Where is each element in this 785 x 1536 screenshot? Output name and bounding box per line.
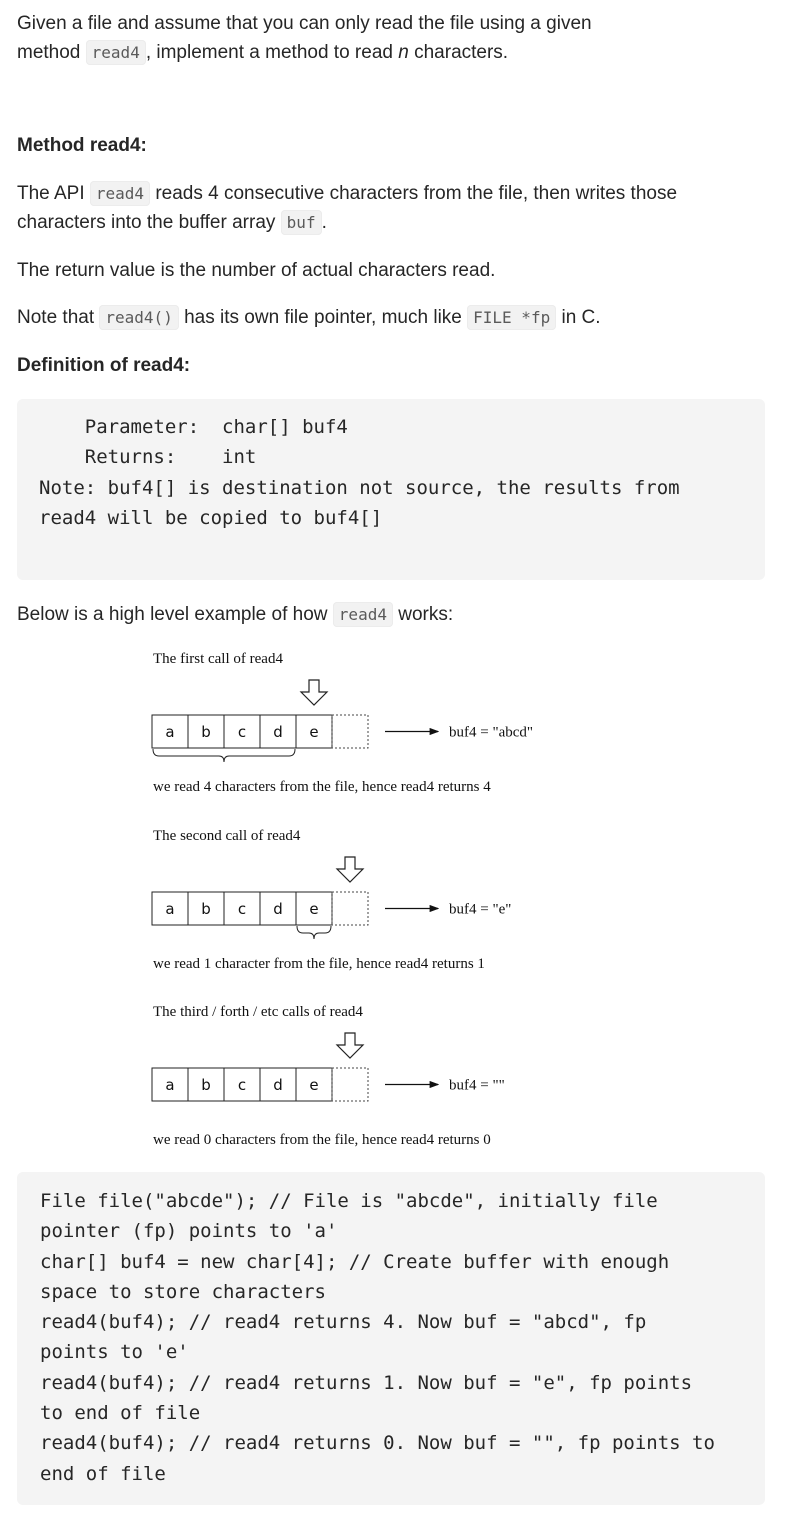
code-line: points to 'e' <box>40 1341 189 1364</box>
file-char-label: a <box>165 1076 175 1094</box>
code-line: read4(buf4); // read4 returns 4. Now buf = "abcd", fp <box>40 1311 647 1334</box>
example-intro-paragraph <box>17 600 767 629</box>
end-of-file-cell <box>332 1068 368 1101</box>
file-char-label: a <box>165 723 175 741</box>
inline-code-read4: read4 <box>90 181 150 206</box>
file-char-label: d <box>273 723 283 741</box>
code-line: end of file <box>40 1462 166 1485</box>
inline-code-buf: buf <box>281 210 322 235</box>
intro-line-2-end: characters. <box>408 42 509 63</box>
example-code-block <box>17 1172 765 1505</box>
inline-code-read4: read4 <box>333 602 393 627</box>
api-line-2-pre: characters into the buffer array <box>17 212 281 233</box>
code-line: read4 will be copied to buf4[] <box>39 506 383 529</box>
api-pre: The API <box>17 183 90 204</box>
note-end: in C. <box>556 307 601 328</box>
example-intro-pre: Below is a high level example of how <box>17 604 333 625</box>
note-mid: has its own file pointer, much like <box>178 307 468 328</box>
api-end: . <box>321 212 327 233</box>
code-line: to end of file <box>40 1402 201 1425</box>
read-chars-brace <box>297 926 331 939</box>
intro-line-1: Given a file and assume that you can only read the file using a given <box>17 13 592 34</box>
code-line: read4(buf4); // read4 returns 0. Now buf = "", fp points to <box>40 1432 715 1455</box>
file-char-label: c <box>237 1076 247 1094</box>
definition-code-block <box>17 399 765 580</box>
api-paragraph <box>17 179 767 237</box>
code-line: space to store characters <box>40 1280 326 1303</box>
code-line: Returns: int <box>39 446 257 469</box>
file-char-label: e <box>309 723 319 741</box>
file-char-label: c <box>237 723 247 741</box>
code-line: read4(buf4); // read4 returns 1. Now buf = "e", fp points <box>40 1371 693 1394</box>
intro-n-variable: n <box>398 42 409 63</box>
code-line: Note: buf4[] is destination not source, the results from <box>39 476 680 499</box>
file-char-label: b <box>201 1076 211 1094</box>
code-line: File file("abcde"); // File is "abcde", initially file <box>40 1190 658 1212</box>
file-char-label: d <box>273 1076 283 1094</box>
inline-code-file-fp: FILE *fp <box>467 305 556 330</box>
read-chars-brace <box>153 749 295 762</box>
file-char-label: d <box>273 900 283 918</box>
intro-paragraph <box>17 9 767 67</box>
file-char-label: c <box>237 900 247 918</box>
panel-caption: we read 1 character from the file, hence read4 returns 1 <box>153 956 485 972</box>
code-line: pointer (fp) points to 'a' <box>40 1220 338 1243</box>
file-char-label: e <box>309 900 319 918</box>
note-pre: Note that <box>17 307 100 328</box>
example-intro-post: works: <box>392 604 454 625</box>
panel-caption: we read 4 characters from the file, hence read4 returns 4 <box>153 779 491 795</box>
buffer-result: buf4 = "" <box>449 1077 505 1094</box>
file-pointer-arrow-icon <box>337 857 363 882</box>
file-char-label: b <box>201 723 211 741</box>
file-char-label: e <box>309 1076 319 1094</box>
end-of-file-cell <box>332 715 368 748</box>
code-line: char[] buf4 = new char[4]; // Create buffer with enough <box>40 1250 670 1273</box>
definition-heading: Definition of read4: <box>17 355 191 376</box>
code-line: Parameter: char[] buf4 <box>39 416 348 438</box>
panel-title: The third / forth / etc calls of read4 <box>153 1004 363 1020</box>
file-char-label: a <box>165 900 175 918</box>
inline-code-read4-call: read4() <box>99 305 178 330</box>
note-paragraph <box>17 303 767 332</box>
file-pointer-arrow-icon <box>337 1033 363 1058</box>
end-of-file-cell <box>332 892 368 925</box>
intro-line-2-pre: method <box>17 42 86 63</box>
panel-caption: we read 0 characters from the file, hence read4 returns 0 <box>153 1132 491 1148</box>
panel-title: The first call of read4 <box>153 651 283 667</box>
api-mid: reads 4 consecutive characters from the file, then writes those <box>150 183 678 204</box>
file-char-label: b <box>201 900 211 918</box>
return-value-paragraph: The return value is the number of actual characters read. <box>17 260 496 281</box>
panel-title: The second call of read4 <box>153 828 301 844</box>
inline-code-read4: read4 <box>86 40 146 65</box>
method-heading: Method read4: <box>17 135 147 156</box>
file-pointer-arrow-icon <box>301 680 327 705</box>
intro-line-2-post: , implement a method to read <box>145 42 399 63</box>
buffer-result: buf4 = "e" <box>449 901 512 918</box>
read4-diagram <box>0 640 785 1160</box>
buffer-result: buf4 = "abcd" <box>449 724 534 741</box>
